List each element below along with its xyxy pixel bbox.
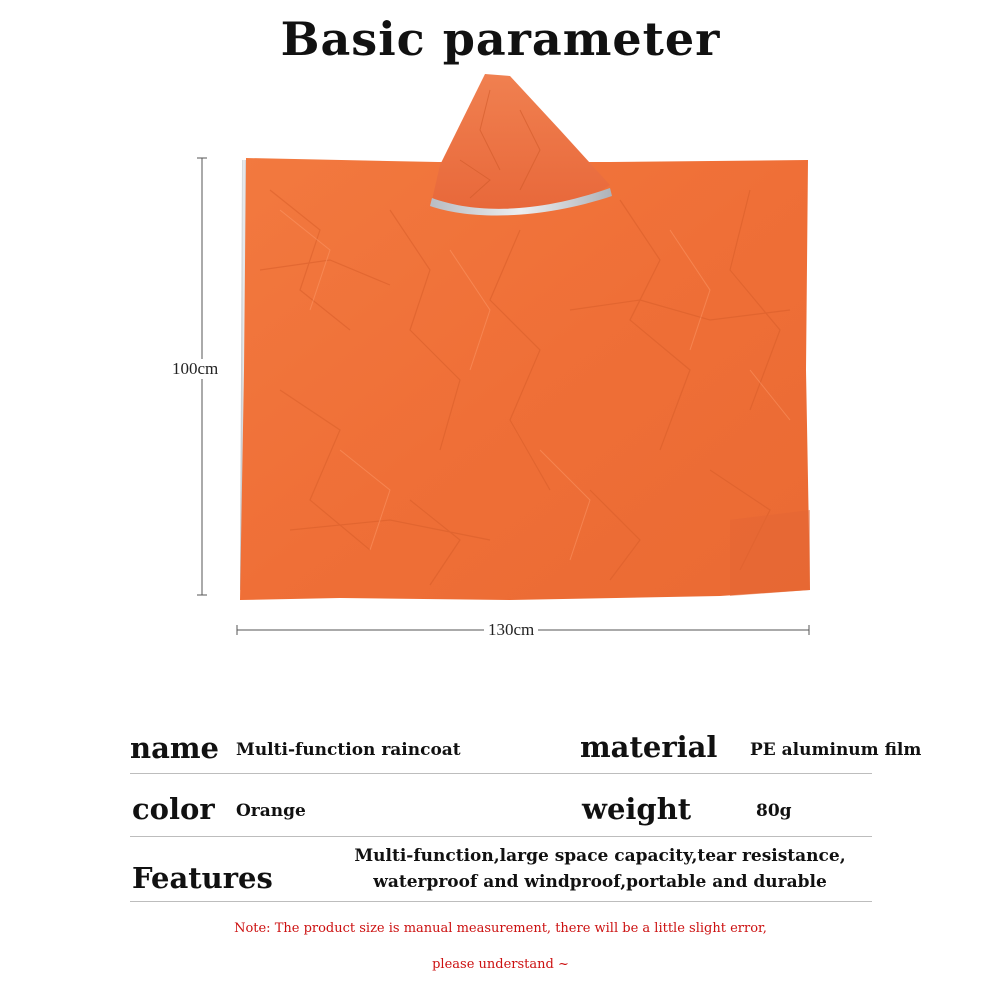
spec-row-name-material	[130, 730, 922, 774]
spec-table	[130, 730, 922, 902]
size-note-line-1: Note: The product size is manual measurement, there will be a little slight error,	[234, 921, 767, 936]
color-key: color	[132, 792, 215, 826]
weight-key: weight	[582, 792, 692, 826]
width-dimension-label: 130cm	[484, 620, 538, 640]
size-note-line-2: please understand ~	[432, 957, 569, 972]
material-value: PE aluminum film	[750, 740, 922, 760]
name-key: name	[130, 731, 220, 765]
material-key: material	[580, 730, 718, 764]
color-value: Orange	[236, 801, 306, 821]
page-title: Basic parameter	[280, 12, 721, 66]
features-line-2: waterproof and windproof,portable and durable	[373, 872, 827, 892]
features-key: Features	[132, 861, 273, 895]
poncho-image	[190, 70, 830, 650]
weight-value: 80g	[756, 801, 792, 821]
spec-row-color-weight	[130, 774, 872, 837]
features-value	[320, 843, 880, 895]
name-value: Multi-function raincoat	[236, 740, 461, 760]
spec-row-features	[130, 837, 872, 902]
height-dimension-label: 100cm	[172, 359, 219, 378]
features-line-1: Multi-function,large space capacity,tear resistance,	[354, 846, 846, 866]
